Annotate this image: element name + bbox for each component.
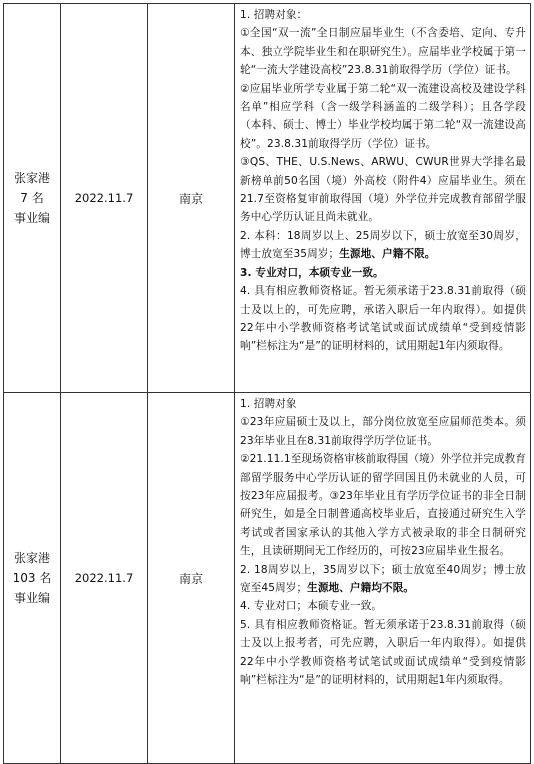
requirement-paragraph: 1. 招聘对象: [240, 398, 297, 410]
table-row: [4, 4, 531, 393]
post-cell: [4, 4, 61, 393]
post-count: 103 名: [12, 571, 52, 585]
requirement-paragraph: ③QS、THE、U.S.News、ARWU、CWUR世界大学排名最新榜单前50名国（境）外高校（附件4）应届毕业生。须在21.7至资格复审前取得国（境）外学位并完成教育部留学服务中心学历认证且尚未就业。: [240, 156, 526, 224]
post-count: 7 名: [20, 191, 44, 205]
bold-note: 3. 专业对口，本硕专业一致。: [240, 266, 384, 279]
requirement-paragraph: ①全国“双一流”全日制应届毕业生（不含委培、定向、专升本、独立学院毕业生和在职研究生）。应届毕业学校属于第一轮“一流大学建设高校”23.8.31前取得学历（学位）证书。: [240, 27, 526, 77]
requirement-paragraph: 4. 具有相应教师资格证。暂无须承诺于23.8.31前取得（硕士及以上的，可先应聘，承诺入职后一年内取得）。如提供22年中小学教师资格考试笔试或面试成绩单“受到疫情影响”栏标注为“是”的证明材料的，试用期起1年内须取得。: [240, 285, 526, 353]
post-type: 事业编: [13, 211, 50, 225]
requirement-paragraph: [240, 264, 526, 282]
recruitment-table: [3, 3, 531, 764]
post-cell: [4, 393, 61, 764]
bold-note: 生源地、户籍不限。: [339, 248, 436, 261]
date-cell: 2022.11.7: [61, 393, 148, 764]
bold-note: 生源地、户籍均不限。: [307, 582, 415, 595]
requirement-paragraph: 2. 18周岁以上，35周岁以下；硕士放宽至40周岁；博士放宽至45周岁；生源地、户籍均不限。: [240, 563, 526, 595]
city-cell: 南京: [148, 4, 235, 393]
requirements-cell: [235, 4, 531, 393]
requirement-paragraph: 2. 本科：18周岁以上、25周岁以下，硕士放宽至30周岁，博士放宽至35周岁；生源地、户籍不限。: [240, 229, 526, 261]
city-cell: 南京: [148, 393, 235, 764]
table-row: [4, 393, 531, 764]
requirement-paragraph: ①23年应届硕士及以上，部分岗位放宽至应届师范类本。须23年毕业且在8.31前取得学历学位证书。: [240, 416, 526, 447]
requirement-paragraph: ②21.11.1至现场资格审核前取得国（境）外学位并完成教育部留学服务中心学历认证的留学回国且仍未就业的人员，可按23年应届报考。③23年毕业且有学历学位证书的非全日制研究生，如是全日制普通高校毕业后，直接通过研究生入学考试或者国家承认的其他入学方式被录取的非全日制研究生，且读研期间无工作经历的，可按23应届毕业生报名。: [240, 453, 526, 558]
date-cell: 2022.11.7: [61, 4, 148, 393]
requirement-paragraph: 1. 招聘对象：: [240, 9, 308, 21]
requirement-paragraph: 4. 专业对口；本硕专业一致。: [240, 600, 383, 613]
post-location: 张家港: [13, 551, 50, 565]
requirement-paragraph: 5. 具有相应教师资格证。暂无须承诺于23.8.31前取得（硕士及以上报考者，可先应聘，入职后一年内取得）。如提供22年中小学教师资格考试笔试或面试成绩单“受到疫情影响”栏标注为“是”的证明材料的，试用期起1年内须取得。: [240, 618, 526, 687]
post-type: 事业编: [13, 591, 50, 605]
requirement-paragraph: ②应届毕业所学专业属于第二轮“双一流建设高校及建设学科名单”相应学科（含一级学科涵盖的二级学科）；且各学段（本科、硕士、博士）毕业学校均属于第二轮“双一流建设高校”。23.8.31前取得学历（学位）证书。: [240, 82, 526, 150]
requirements-cell: [235, 393, 531, 764]
post-location: 张家港: [13, 171, 50, 185]
